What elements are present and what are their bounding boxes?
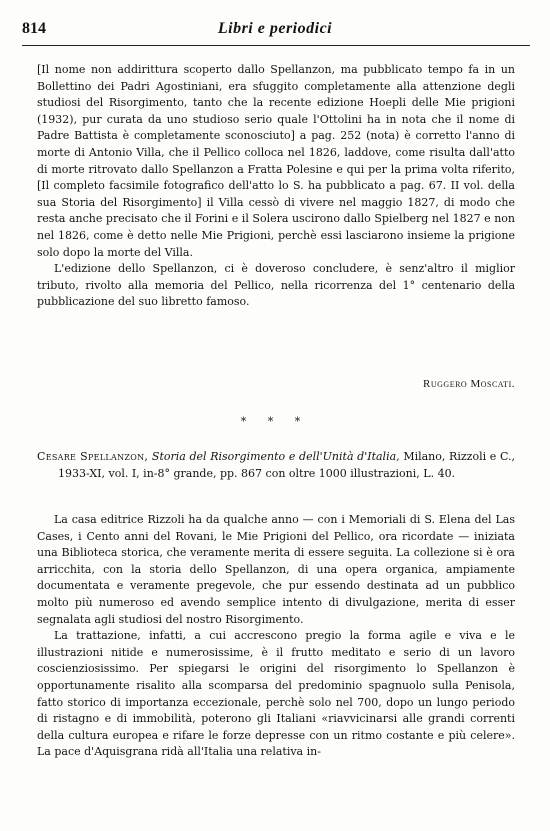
review-continuation (37, 62, 515, 311)
running-title: Libri e periodici (217, 20, 333, 37)
citation-title: Storia del Risorgimento e dell'Unità d'Italia, (151, 450, 400, 463)
review2-paragraph-2: La trattazione, infatti, a cui accrescono pregio la forma agile e viva e le illustrazioni nitide e numerosissime, è il frutto meditato e serio di un lavoro coscienziosissimo. Per spiegarsi le origini del risorgimento lo Spellanzon è opportunamente risalito alla scomparsa del predominio spagnuolo sulla Penisola, fatto storico di importanza eccezionale, perchè solo nel 700, dopo un lungo periodo di ristagno e di immobilità, poterono gli Italiani «riavvicinarsi alle grandi correnti della cultura europea e rifare le forze depresse con un ritmo costante e più celere». La pace d'Aquisgrana ridà all'Italia una relativa in- (37, 629, 515, 759)
review2-paragraph-1: La casa editrice Rizzoli ha da qualche anno — con i Memoriali di S. Elena del Las Cases, i Cento anni del Rovani, le Mie Prigioni del Pellico, ora ricordate — iniziata una Biblioteca storica, che veramente merita di essere seguita. La collezione si è ora arricchita, con la storia dello Spellanzon, di una opera organica, ampiamente documentata e veramente pregevole, che pur essendo destinata ad un pubblico molto più numeroso ed avendo semplice intento di divulgazione, merita di esser segnalata agli studiosi del nostro Risorgimento. (37, 513, 515, 626)
page-number: 814 (22, 20, 46, 37)
review-body (37, 512, 515, 761)
running-head (22, 19, 528, 43)
citation-author: Cesare Spellanzon, (37, 450, 149, 463)
book-citation (37, 448, 515, 482)
citation-details: Milano, Rizzoli e C., 1933-XI, vol. I, in-8° grande, pp. 867 con oltre 1000 illustrazioni, L. 40. (58, 450, 515, 480)
reviewer-signature: Ruggero Moscati. (423, 378, 515, 390)
header-rule (22, 45, 530, 46)
review1-paragraph-1: [Il nome non addirittura scoperto dallo Spellanzon, ma pubblicato tempo fa in un Bollettino dei Padri Agostiniani, era sfuggito completamente alla attenzione degli studiosi del Risorgimento, tanto che la recente edizione Hoepli delle Mie prigioni (1932), pur curata da uno studioso serio quale l'Ottolini ha in nota che il nome di Padre Battista è completamente sconosciuto] a pag. 252 (nota) è corretto l'anno di morte di Antonio Villa, che il Pellico colloca nel 1826, laddove, come risulta dall'atto di morte ritrovato dallo Spellanzon a Fratta Polesine e qui per la prima volta riferito, [Il completo facsimile fotografico dell'atto lo S. ha pubblicato a pag. 67. II vol. della sua Storia del Risorgimento] il Villa cessò di vivere nel maggio 1827, di modo che resta anche precisato che il Forini e il Solera uscirono dallo Spielberg nel 1827 e non nel 1826, come è detto nelle Mie Prigioni, perchè essi lasciarono insieme la prigione solo dopo la morte del Villa. (37, 63, 515, 259)
section-separator: * * * (240, 415, 310, 428)
review1-paragraph-2: L'edizione dello Spellanzon, ci è doveroso concludere, è senz'altro il miglior tributo, rivolto alla memoria del Pellico, nella ricorrenza del 1° centenario della pubblicazione del suo libretto famoso. (37, 262, 515, 309)
